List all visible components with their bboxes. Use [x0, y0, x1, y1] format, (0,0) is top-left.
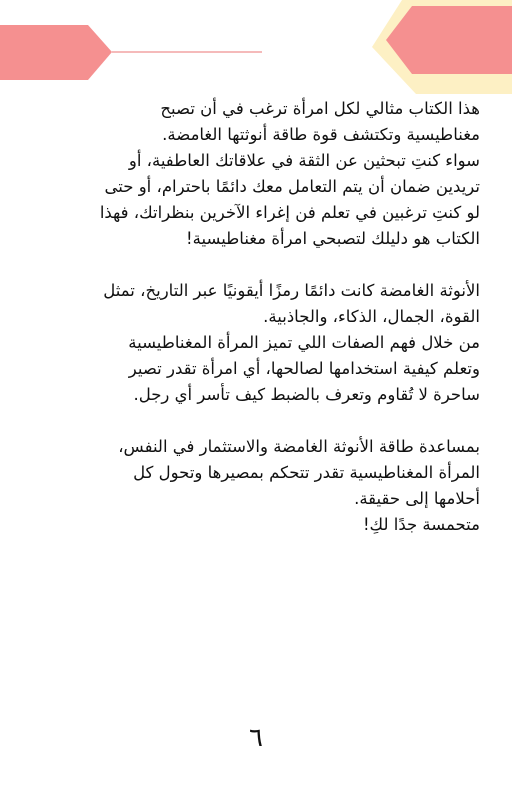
page-body: [32, 96, 480, 538]
text-line: هذا الكتاب مثالي لكل امرأة ترغب في أن تصبح: [160, 99, 480, 118]
paragraph: [32, 434, 480, 538]
text-line: ساحرة لا تُقاوم وتعرف بالضبط كيف تأسر أي رجل.: [133, 385, 480, 404]
right-pink-banner: [386, 6, 512, 74]
paragraph: [32, 96, 480, 252]
left-pink-banner: [0, 25, 112, 80]
text-line: تريدين ضمان أن يتم التعامل معك دائمًا باحترام، أو حتى: [104, 177, 480, 196]
text-line: متحمسة جدًا لكِ!: [362, 515, 480, 534]
paragraph: [32, 278, 480, 408]
paragraph-gap: [32, 252, 480, 278]
text-line: المرأة المغناطيسية تقدر تتحكم بمصيرها وتحول كل: [133, 463, 480, 482]
text-line: القوة، الجمال، الذكاء، والجاذبية.: [263, 307, 480, 326]
text-line: لو كنتِ ترغبين في تعلم فن إغراء الآخرين بنظراتك، فهذا: [99, 203, 480, 222]
text-line: مغناطيسية وتكتشف قوة طاقة أنوثتها الغامضة.: [162, 125, 480, 144]
text-line: سواء كنتِ تبحثين عن الثقة في علاقاتك العاطفية، أو: [128, 151, 480, 170]
text-line: الكتاب هو دليلك لتصبحي امرأة مغناطيسية!: [186, 229, 480, 248]
text-line: الأنوثة الغامضة كانت دائمًا رمزًا أيقونيًا عبر التاريخ، تمثل: [103, 281, 480, 300]
header-decoration: [0, 0, 512, 100]
paragraph-gap: [32, 408, 480, 434]
page-number: ٦: [249, 723, 263, 753]
text-line: وتعلم كيفية استخدامها لصالحها، أي امرأة تقدر تصير: [128, 359, 480, 378]
text-line: بمساعدة طاقة الأنوثة الغامضة والاستثمار في النفس،: [118, 437, 480, 456]
text-line: من خلال فهم الصفات اللي تميز المرأة المغناطيسية: [128, 333, 480, 352]
text-line: أحلامها إلى حقيقة.: [354, 489, 480, 508]
